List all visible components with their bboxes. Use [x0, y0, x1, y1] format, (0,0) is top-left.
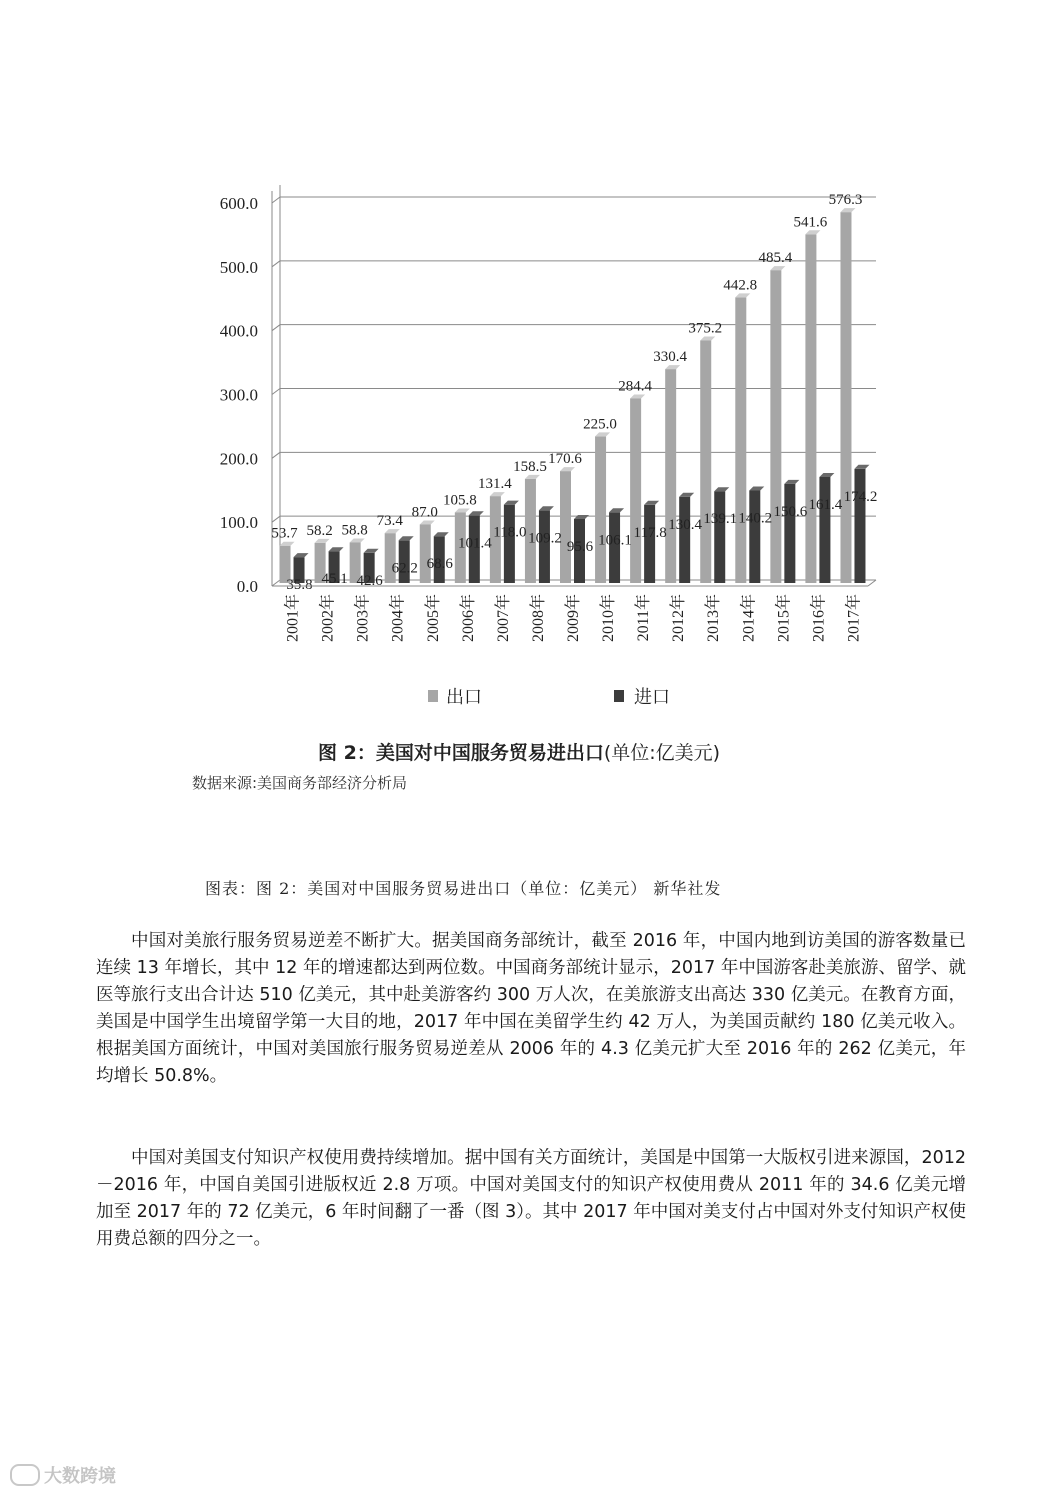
x-tick-label: 2015年 [775, 594, 793, 643]
data-label-export: 87.0 [411, 504, 438, 521]
bar-import-top [784, 480, 799, 484]
bar-export [560, 471, 571, 583]
bar-export [420, 524, 431, 583]
figure-source: 数据来源:美国商务部经济分析局 [192, 774, 408, 792]
bar-import-top [749, 487, 764, 491]
data-label-import: 150.6 [773, 503, 808, 520]
x-tick-label: 2002年 [319, 594, 337, 643]
bar-import-top [399, 536, 414, 540]
x-tick-label: 2013年 [705, 594, 723, 643]
data-label-import: 109.2 [528, 530, 562, 547]
bar-import [749, 491, 760, 583]
bar-export [595, 436, 606, 583]
data-label-import: 42.6 [356, 572, 383, 589]
x-tick-label: 2017年 [845, 594, 863, 643]
x-axis-corner [868, 580, 876, 586]
data-label-export: 375.2 [688, 320, 723, 337]
data-label-export: 225.0 [583, 416, 617, 433]
data-label-import: 35.8 [286, 577, 313, 594]
chart-legend [428, 687, 670, 707]
data-label-export: 170.6 [548, 451, 582, 468]
bar-import-top [714, 487, 729, 491]
bar-import-top [854, 465, 869, 469]
data-label-import: 117.8 [633, 524, 667, 541]
bar-export-top [595, 432, 610, 436]
y-tick-label: 0.0 [236, 577, 258, 596]
x-axis [272, 580, 876, 642]
data-label-export: 158.5 [513, 458, 547, 475]
x-tick-label: 2005年 [424, 594, 442, 643]
watermark [10, 1462, 116, 1488]
bar-import [504, 505, 515, 583]
bar-export-top [770, 266, 785, 270]
bar-export-top [560, 467, 575, 471]
y-tick-label: 200.0 [219, 449, 258, 469]
data-label-export: 284.4 [618, 378, 652, 395]
gridline-depth [272, 516, 280, 522]
bar-import-top [539, 506, 554, 510]
gridline-depth [272, 197, 280, 203]
x-tick-label: 2008年 [529, 594, 547, 643]
bar-import [819, 477, 830, 583]
x-tick-label: 2009年 [565, 594, 582, 643]
y-tick-label: 400.0 [219, 321, 258, 341]
data-label-export: 53.7 [271, 525, 298, 542]
legend-label-import: 进口 [634, 687, 670, 707]
data-label-import: 130.4 [668, 516, 703, 533]
bar-import-top [679, 493, 694, 497]
legend-swatch-export [428, 690, 438, 702]
data-label-import: 118.0 [493, 524, 527, 541]
gridline-depth [272, 389, 280, 395]
data-label-export: 442.8 [723, 277, 758, 294]
bar-export [840, 212, 851, 583]
x-tick-label: 2010年 [600, 594, 618, 643]
bar-import [644, 505, 655, 583]
figure-title-unit: (单位:亿美元) [603, 742, 721, 764]
data-label-import: 45.1 [321, 571, 348, 588]
bar-import-top [469, 511, 484, 515]
x-tick-label: 2003年 [354, 594, 372, 643]
bar-import-top [574, 515, 589, 519]
bar-export-top [455, 508, 470, 512]
data-label-export: 58.2 [306, 522, 333, 539]
legend-label-export: 出口 [446, 687, 482, 707]
watermark-text: 大数跨境 [44, 1466, 116, 1487]
y-tick-label: 300.0 [219, 385, 258, 405]
data-label-export: 73.4 [376, 513, 403, 530]
x-tick-label: 2001年 [284, 594, 302, 643]
bar-export-top [315, 539, 330, 543]
bar-import-top [364, 549, 379, 553]
bar-export [770, 270, 781, 583]
data-label-import: 95.6 [566, 538, 594, 555]
bar-import-top [294, 553, 309, 557]
bar-export-top [665, 365, 680, 369]
bar-export [735, 297, 746, 583]
watermark-logo-icon [10, 1464, 40, 1486]
gridline-depth [272, 580, 280, 586]
y-tick-label: 100.0 [219, 513, 258, 533]
data-label-import: 174.2 [843, 488, 878, 505]
x-tick-label: 2007年 [494, 594, 512, 643]
bar-export-top [385, 529, 400, 533]
data-label-export: 105.8 [442, 492, 477, 509]
data-label-import: 101.4 [457, 535, 492, 552]
data-label-export: 330.4 [653, 349, 688, 366]
bar-export [665, 369, 676, 583]
bar-export [700, 340, 711, 583]
x-tick-label: 2012年 [670, 594, 688, 643]
data-label-import: 139.1 [703, 511, 738, 528]
bar-import-top [644, 501, 659, 505]
figure-title [318, 738, 918, 765]
data-label-export: 541.6 [793, 214, 828, 231]
bar-export [630, 398, 641, 583]
gridline-depth [272, 452, 280, 458]
data-label-export: 131.4 [478, 476, 512, 493]
bar-export-top [350, 538, 365, 542]
bar-import [784, 484, 795, 583]
data-label-import: 62.2 [391, 560, 418, 577]
y-tick-label: 600.0 [219, 194, 258, 213]
data-label-export: 485.4 [758, 250, 793, 267]
y-tick-label: 500.0 [219, 257, 258, 277]
data-label-import: 68.6 [426, 556, 453, 573]
data-label-import: 161.4 [808, 496, 843, 513]
bar-export-top [525, 475, 540, 479]
paragraph-travel-deficit: 中国对美旅行服务贸易逆差不断扩大。据美国商务部统计，截至 2016 年，中国内地到访美国的游客数量已连续 13 年增长，其中 12 年的增速都达到两位数。中国商务部统计显示，2017 年中国游客赴美旅游、留学、就医等旅行支出合计达 510 亿美元，其中赴美游客约 300 万人次，在美旅游支出高达 330 亿美元。在教育方面，美国是中国学生出境留学第一大目的地，2017 年中国在美留学生约 42 万人，为美国贡献约 180 亿美元收入。根据美国方面统计，中国对美国旅行服务贸易逆差从 2006 年的 4.3 亿美元扩大至 2016 年的 262 亿美元，年均增长 50.8%。 [96, 931, 966, 1086]
bar-import [539, 510, 550, 583]
bar-export-top [630, 394, 645, 398]
bar-import-top [504, 501, 519, 505]
bar-import-top [329, 547, 344, 551]
data-label-import: 140.2 [738, 510, 773, 527]
bar-export [805, 234, 816, 583]
bar-export-top [490, 492, 505, 496]
gridline-depth [272, 261, 280, 267]
bar-import [854, 469, 865, 583]
x-tick-label: 2004年 [389, 594, 407, 643]
gridline-depth [272, 325, 280, 331]
paragraph-ip-fees: 中国对美国支付知识产权使用费持续增加。据中国有关方面统计，美国是中国第一大版权引进来源国，2012－2016 年，中国自美国引进版权近 2.8 万项。中国对美国支付的知识产权使用费从 2011 年的 34.6 亿美元增加至 2017 年的 72 亿美元，6 年时间翻了一番（图 3）。其中 2017 年中国对美支付占中国对外支付知识产权使用费总额的四分之一。 [96, 1148, 966, 1249]
x-tick-label: 2006年 [459, 594, 477, 643]
bar-export-top [840, 208, 855, 212]
image-caption: 图表：图 2：美国对中国服务贸易进出口（单位：亿美元） 新华社发 [205, 879, 722, 898]
data-label-export: 58.8 [341, 522, 368, 539]
data-label-export: 576.3 [828, 192, 863, 209]
bar-import-top [434, 532, 449, 536]
bar-export-top [735, 293, 750, 297]
x-tick-label: 2011年 [635, 594, 653, 642]
bar-import [679, 497, 690, 583]
bar-export-top [280, 542, 295, 546]
bar-import-top [819, 473, 834, 477]
bar-export-top [700, 336, 715, 340]
data-label-import: 106.1 [598, 532, 632, 549]
bar-export-top [420, 520, 435, 524]
x-tick-label: 2014年 [740, 594, 758, 643]
x-tick-label: 2016年 [810, 594, 828, 643]
figure-title-main: 图 2：美国对中国服务贸易进出口 [318, 742, 604, 764]
legend-swatch-import [614, 690, 624, 702]
bar-export-top [805, 230, 820, 234]
bar-import-top [609, 508, 624, 512]
bar-import [714, 491, 725, 583]
